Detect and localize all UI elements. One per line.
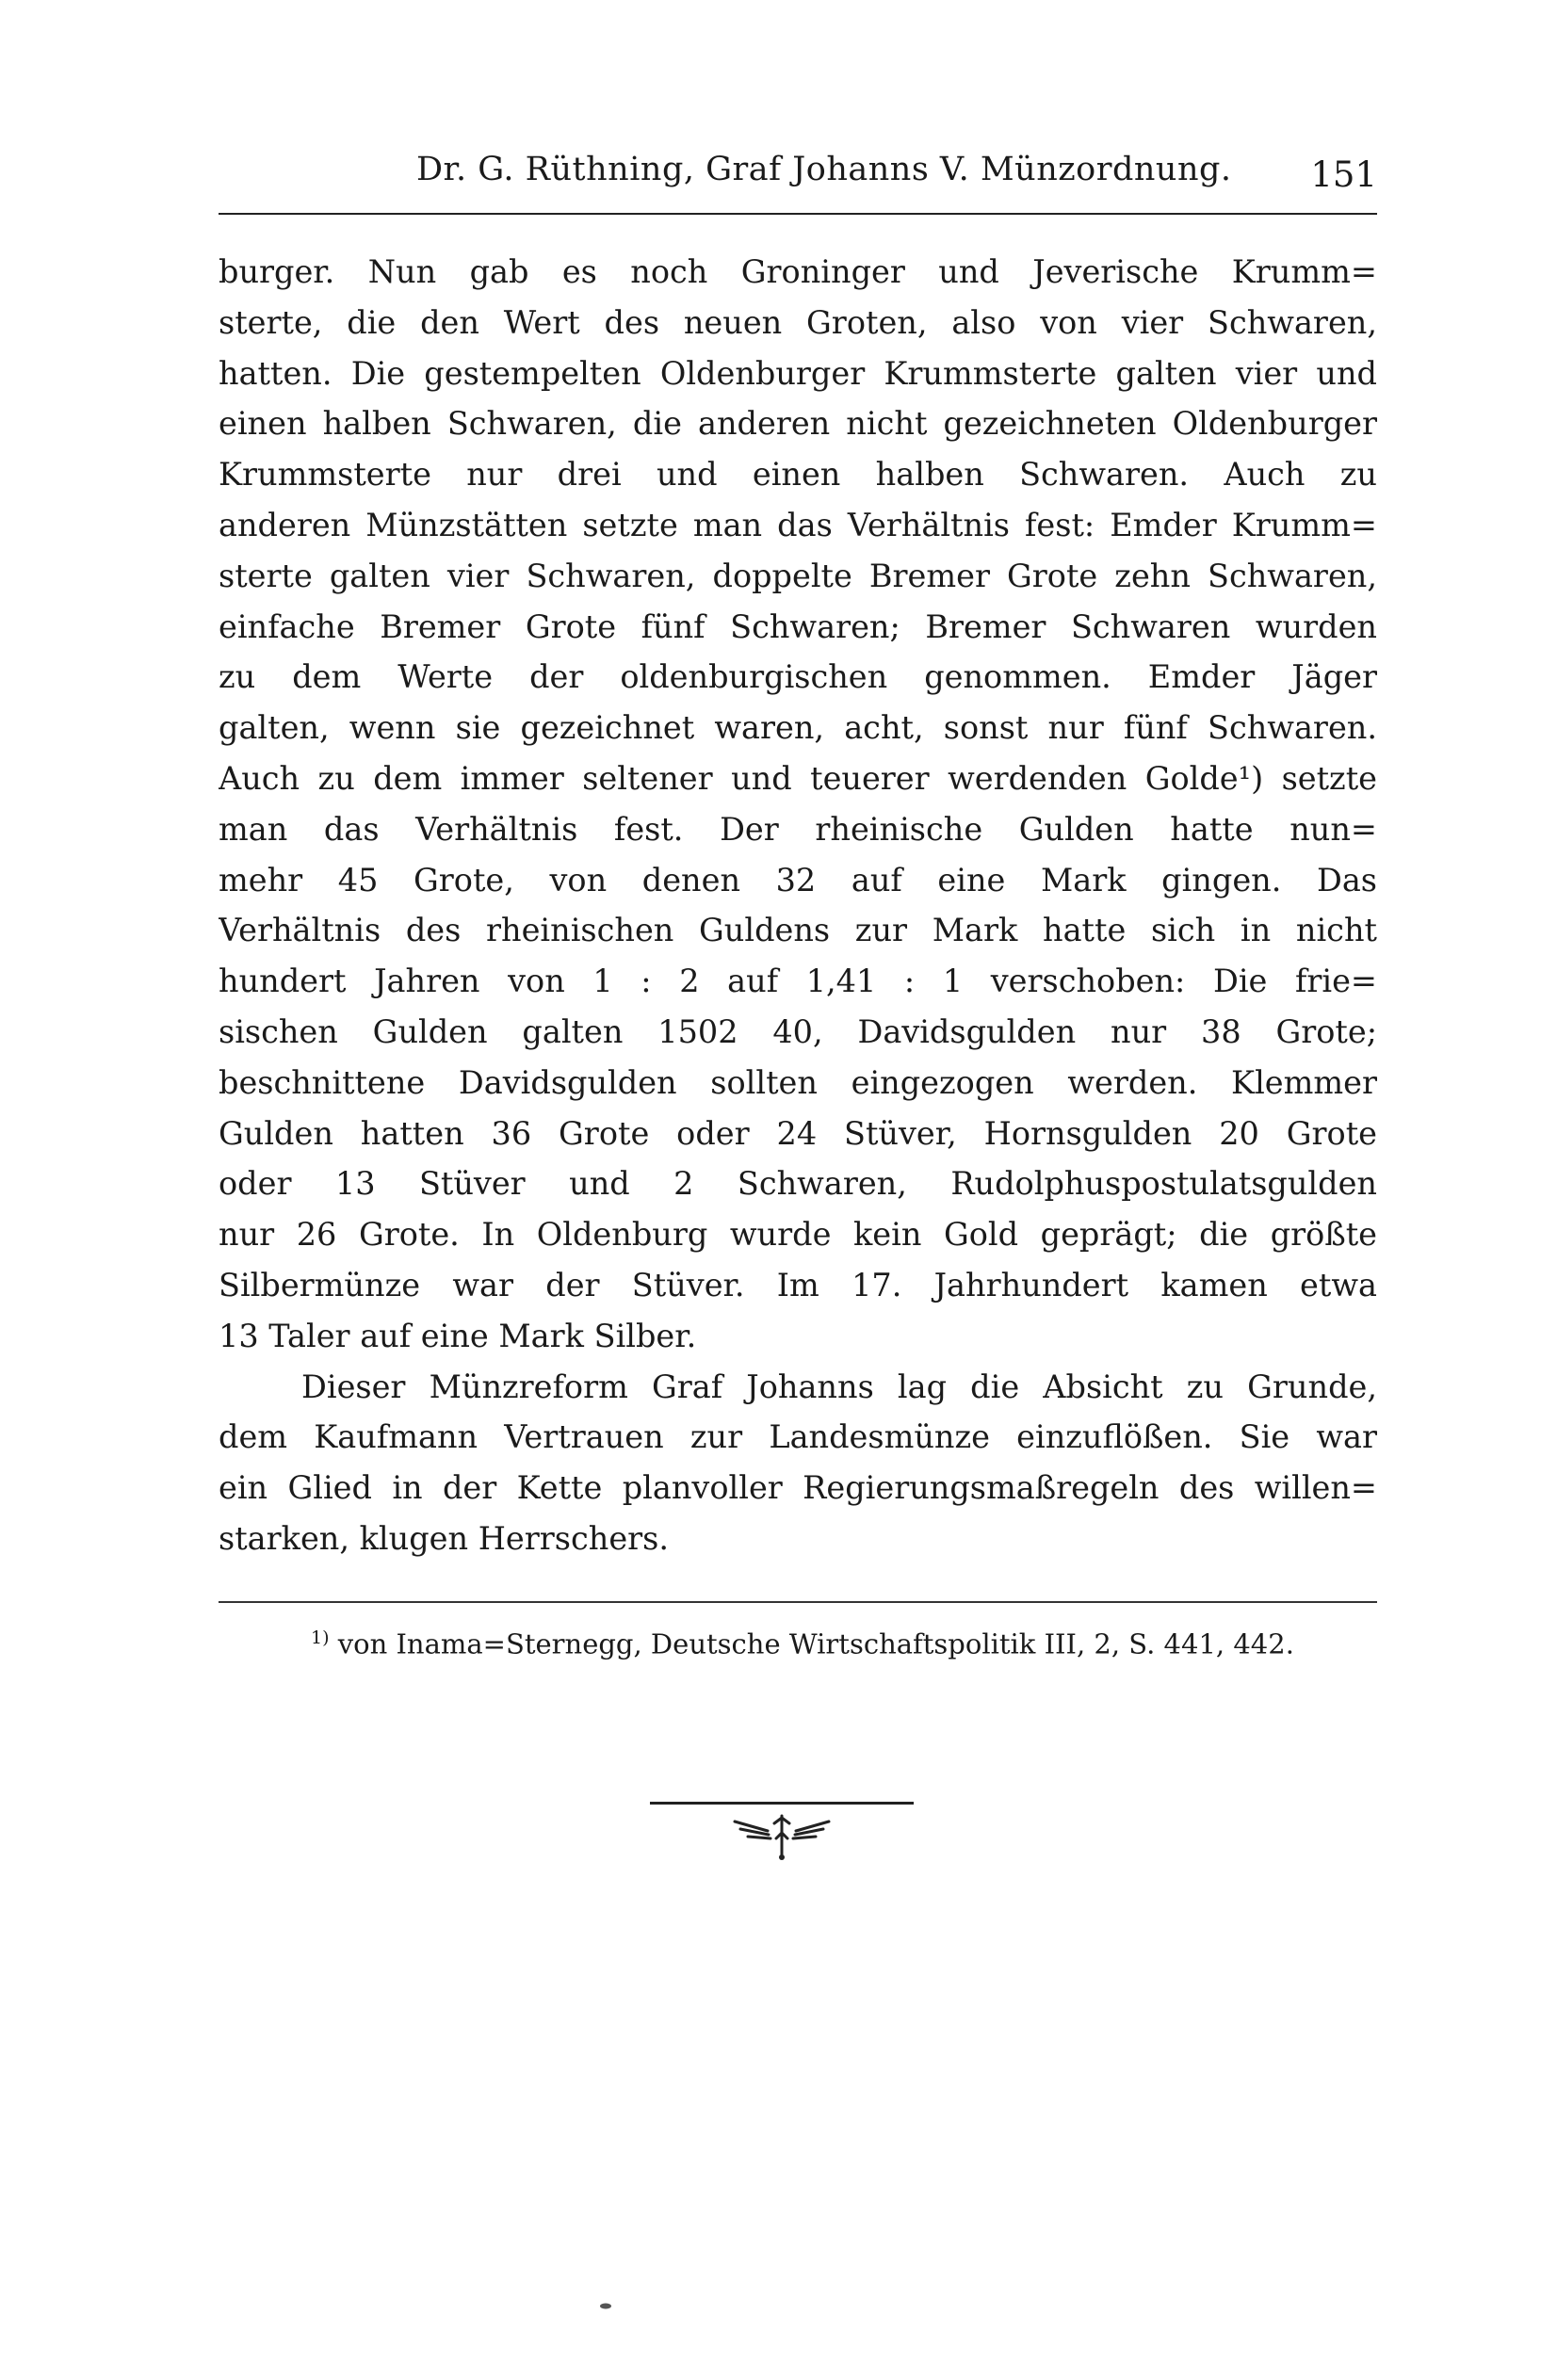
text-line: sischen Gulden galten 1502 40, Davidsgulden nur 38 Grote; (219, 1012, 1377, 1050)
text-line: Verhältnis des rheinischen Guldens zur Mark hatte sich in nicht (219, 912, 1377, 949)
text-line: Krummsterte nur drei und einen halben Schwaren. Auch zu (219, 456, 1377, 494)
text-line: einen halben Schwaren, die anderen nicht gezeichneten Oldenburger (219, 405, 1377, 443)
footnote-text: von Inama=Sternegg, Deutsche Wirtschaftspolitik III, 2, S. 441, 442. (337, 1627, 1294, 1660)
text-line: Dieser Münzreform Graf Johanns lag die Absicht zu Grunde, (301, 1368, 1377, 1405)
text-line: burger. Nun gab es noch Groninger und Jeverische Krumm= (219, 253, 1377, 290)
text-line: einfache Bremer Grote fünf Schwaren; Bremer Schwaren wurden (219, 607, 1377, 645)
footnote (311, 1627, 1294, 1660)
text-line: dem Kaufmann Vertrauen zur Landesmünze einzuflößen. Sie war (219, 1418, 1377, 1456)
text-line: anderen Münzstätten setzte man das Verhältnis fest: Emder Krumm= (219, 506, 1377, 543)
text-line: hatten. Die gestempelten Oldenburger Krummsterte galten vier und (219, 354, 1377, 392)
text-line: galten, wenn sie gezeichnet waren, acht, sonst nur fünf Schwaren. (219, 709, 1377, 747)
text-line: man das Verhältnis fest. Der rheinische Gulden hatte nun= (219, 810, 1377, 848)
text-line: 13 Taler auf eine Mark Silber. (219, 1317, 697, 1354)
body-text (219, 247, 1377, 1564)
text-line: zu dem Werte der oldenburgischen genommen. Emder Jäger (219, 658, 1377, 696)
text-line: beschnittene Davidsgulden sollten eingezogen werden. Klemmer (219, 1063, 1377, 1101)
text-line: Auch zu dem immer seltener und teuerer werdenden Golde¹) setzte (219, 759, 1377, 797)
text-line: starken, klugen Herrschers. (219, 1519, 669, 1557)
page-number: 151 (1310, 154, 1377, 195)
text-line: mehr 45 Grote, von denen 32 auf eine Mark gingen. Das (219, 861, 1377, 899)
text-line: oder 13 Stüver und 2 Schwaren, Rudolphuspostulatsgulden (219, 1165, 1377, 1203)
printers-ornament-icon (725, 1810, 838, 1867)
page-header (219, 141, 1377, 198)
footnote-marker: 1) (311, 1627, 330, 1648)
text-line: nur 26 Grote. In Oldenburg wurde kein Gold geprägt; die größte (219, 1216, 1377, 1254)
text-line: Silbermünze war der Stüver. Im 17. Jahrhundert kamen etwa (219, 1266, 1377, 1303)
text-line: Gulden hatten 36 Grote oder 24 Stüver, Hornsgulden 20 Grote (219, 1114, 1377, 1152)
ink-speck (599, 2303, 612, 2309)
text-line: sterte, die den Wert des neuen Groten, also von vier Schwaren, (219, 303, 1377, 341)
text-line: ein Glied in der Kette planvoller Regierungsmaßregeln des willen= (219, 1469, 1377, 1507)
footnote-rule (219, 1601, 1377, 1603)
text-line: sterte galten vier Schwaren, doppelte Bremer Grote zehn Schwaren, (219, 557, 1377, 594)
running-title: Dr. G. Rüthning, Graf Johanns V. Münzordnung. (416, 151, 1232, 188)
text-line: hundert Jahren von 1 : 2 auf 1,41 : 1 verschoben: Die frie= (219, 963, 1377, 1000)
header-rule (219, 213, 1377, 215)
end-rule (650, 1802, 914, 1805)
